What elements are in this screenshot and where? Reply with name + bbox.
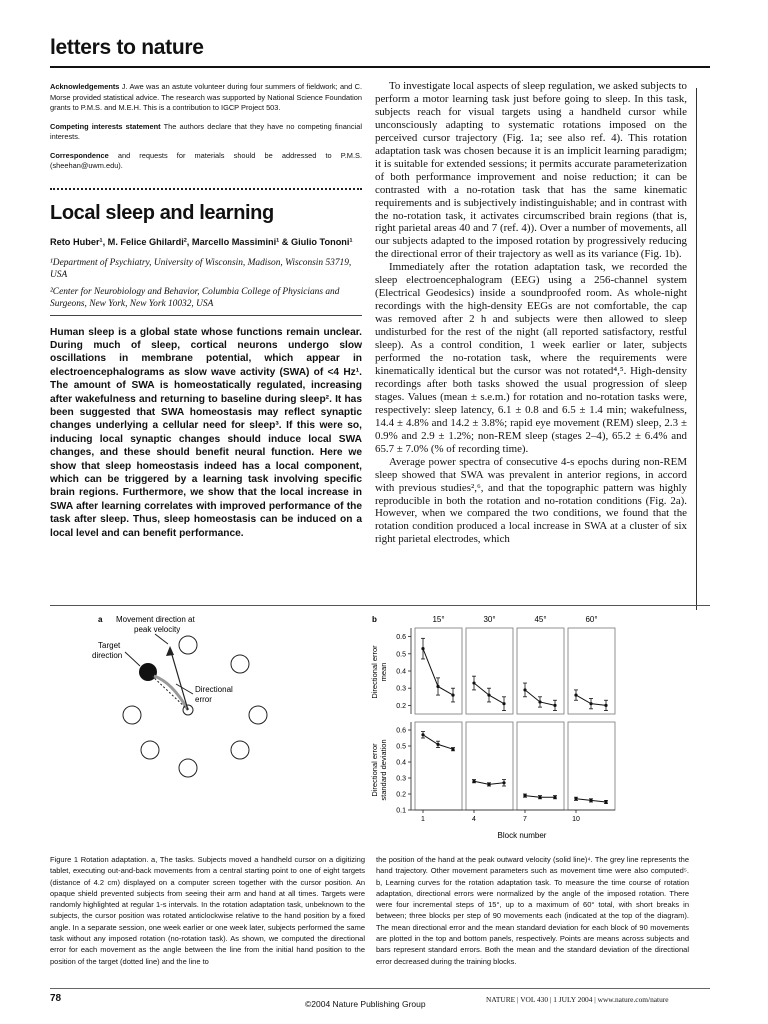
ack-text: J. Awe was an astute volunteer during four summers of fieldwork; and C. Morse provided statistical advice. The research was supported by National Science Foundation grants to P.M.S. and M.E.H. This is a contribution to IGCP Project 503. bbox=[50, 82, 363, 112]
y-tick-label: 0.1 bbox=[396, 807, 406, 815]
article-title: Local sleep and learning bbox=[50, 201, 274, 224]
abstract: Human sleep is a global state whose functions remain unclear. During much of sleep, cortical neurons undergo slow oscillations in membrane potential, which appear in electroencephalograms as slow wave activity (SWA) of <4 Hz¹. The amount of SWA is homeostatically regulated, increasing after wakefulness and returning to baseline during sleep². It has been suggested that SWA homeostasis may reflect synaptic changes underlying a cellular need for sleep³. If this were so, inducing local synaptic changes should induce local SWA changes, and these should benefit neural function. Here we show that sleep homeostasis indeed has a local component, which can be triggered by a learning task involving specific brain regions. Furthermore, we show that the local increase in SWA after learning correlates with improved performance of the task after sleep. Thus, sleep homeostasis can be induced on a local level and can benefit performance. bbox=[50, 326, 362, 539]
data-point bbox=[589, 799, 592, 802]
y-tick-label: 0.5 bbox=[396, 651, 406, 659]
top-ylabel-1: Directional error bbox=[370, 645, 379, 699]
bottom-ylabel-2: standard deviation bbox=[379, 739, 388, 801]
data-point bbox=[604, 800, 607, 803]
abstract-separator bbox=[50, 315, 362, 316]
data-point bbox=[472, 681, 475, 684]
acknowledgements bbox=[50, 82, 362, 114]
data-point bbox=[574, 797, 577, 800]
data-point bbox=[436, 743, 439, 746]
target-label-2: direction bbox=[92, 651, 123, 660]
dotted-separator bbox=[50, 188, 362, 190]
data-point bbox=[523, 688, 526, 691]
panel-a-title-2: peak velocity bbox=[134, 625, 181, 634]
panel-a-title-1: Movement direction at bbox=[116, 615, 195, 624]
page-number: 78 bbox=[50, 993, 62, 1004]
data-point bbox=[574, 693, 577, 696]
header-rule bbox=[50, 66, 710, 68]
target-circle bbox=[179, 636, 197, 654]
authors: Reto Huber¹, M. Felice Ghilardi², Marcello Massimini¹ & Giulio Tononi¹ bbox=[50, 236, 353, 247]
x-tick-label: 1 bbox=[421, 816, 425, 823]
data-point bbox=[421, 647, 424, 650]
figure-panel-b bbox=[365, 610, 640, 840]
corr-label: Correspondence bbox=[50, 150, 109, 160]
right-column bbox=[375, 80, 687, 546]
target-circle bbox=[141, 741, 159, 759]
target-circle bbox=[179, 759, 197, 777]
footer-rule bbox=[50, 988, 710, 989]
data-point bbox=[553, 704, 556, 707]
target-circle bbox=[231, 741, 249, 759]
body-paragraph-3: Average power spectra of consecutive 4-s epochs during non-REM sleep showed that SWA was prevalent in anterior regions, in accord with previous studies²,⁶, and that the topographic pattern was highly reproducible in both the rotation and no-rotation conditions (Fig. 2a). However, when we compared the two conditions, we found that the rotation condition produced a local increase in SWA at a cluster of six right parietal electrodes, which bbox=[375, 455, 687, 546]
ci-label: Competing interests statement bbox=[50, 121, 161, 131]
caption-left: Figure 1 Rotation adaptation. a, The tasks. Subjects moved a handheld cursor on a digitizing tablet, executing out-and-back movements from a central starting point to one of eight targets (distance of 4.2 cm) displayed on a computer screen together with the cursor position. An opaque shield prevented subjects from seeing their arm and hand at all times. Targets were randomly highlighted at regular 1-s intervals. In the rotation adaptation task, unbeknown to the subjects, the cursor position was rotated anticlockwise relative to the hand position by a fixed angle. In a separate session, one week earlier or one week later, subjects performed the same task without any imposed rotation (no-rotation task). As shown, we computed the directional error for each movement as the angle between the line from the initial hand position to the position of the target (dotted line) and the line to bbox=[50, 855, 365, 966]
data-point bbox=[538, 796, 541, 799]
error-label-1: Directional bbox=[195, 685, 233, 694]
bottom-ylabel-1: Directional error bbox=[370, 743, 379, 797]
body-paragraph-1: To investigate local aspects of sleep regulation, we asked subjects to perform a motor learning task just before going to sleep. In this task, subjects reach for visual targets using a handheld cursor while unconsciously adapting to systematic rotations imposed on the perceived cursor trajectory (Fig. 1a; see also ref. 4). This rotation adaptation task was chosen because it is an implicit learning paradigm; it is suitable for extended sessions; it permits accurate parameterization of both performance improvement and noise reduction; it can be contrasted with a no-rotation task that has the same kinematic requirements and is subjectively indistinguishable; and in contrast with the no-rotation task, it activates circumscribed brain regions (that is, right parietal areas 40 and 7 (ref. 4)). Over a number of movements, all our subjects adapted to the imposed rotation by progressively reducing the directional error of their trajectory as well as its variance (Fig. 1b). bbox=[375, 80, 687, 261]
column-rule bbox=[696, 88, 697, 610]
data-point bbox=[589, 702, 592, 705]
angle-label: 45° bbox=[534, 615, 547, 624]
data-point bbox=[436, 685, 439, 688]
y-tick-label: 0.2 bbox=[396, 702, 406, 710]
step-box bbox=[466, 628, 513, 714]
left-column bbox=[50, 82, 362, 540]
affiliation-1: ¹Department of Psychiatry, University of Wisconsin, Madison, Wisconsin 53719, USA bbox=[50, 257, 352, 280]
step-box bbox=[466, 722, 513, 810]
figure-top-rule bbox=[50, 605, 710, 606]
x-axis-label: Block number bbox=[497, 831, 547, 840]
ci-text: The authors declare that they have no competing financial interests. bbox=[50, 121, 363, 141]
step-box bbox=[415, 628, 462, 714]
target-circle bbox=[231, 655, 249, 673]
section-header: letters to nature bbox=[50, 36, 204, 59]
affiliation-2: ²Center for Neurobiology and Behavior, Columbia College of Physicians and Surgeons, New York, New York 10032, USA bbox=[50, 286, 340, 309]
data-point bbox=[451, 748, 454, 751]
y-tick-label: 0.3 bbox=[396, 685, 406, 693]
x-tick-label: 7 bbox=[523, 816, 527, 823]
data-point bbox=[451, 693, 454, 696]
y-tick-label: 0.2 bbox=[396, 791, 406, 799]
panel-a-label: a bbox=[98, 615, 103, 624]
arrowhead-icon bbox=[166, 646, 174, 656]
publisher-line: ©2004 Nature Publishing Group bbox=[305, 999, 426, 1009]
corr-text: and requests for materials should be addressed to P.M.S. (sheehan@uwm.edu). bbox=[50, 150, 362, 170]
angle-label: 60° bbox=[585, 615, 598, 624]
competing-interests bbox=[50, 122, 362, 143]
data-point bbox=[487, 693, 490, 696]
target-pointer bbox=[125, 652, 140, 666]
data-point bbox=[604, 704, 607, 707]
x-tick-label: 10 bbox=[572, 816, 580, 823]
movement-direction-line bbox=[170, 648, 188, 710]
data-point bbox=[538, 700, 541, 703]
data-point bbox=[472, 780, 475, 783]
error-pointer bbox=[176, 684, 193, 694]
data-point bbox=[421, 733, 424, 736]
velocity-pointer bbox=[155, 634, 168, 644]
y-tick-label: 0.6 bbox=[396, 634, 406, 642]
step-box bbox=[568, 628, 615, 714]
data-point bbox=[487, 783, 490, 786]
highlighted-target bbox=[139, 663, 157, 681]
step-box bbox=[568, 722, 615, 810]
data-point bbox=[523, 794, 526, 797]
data-point bbox=[502, 781, 505, 784]
angle-label: 15° bbox=[432, 615, 445, 624]
error-label-2: error bbox=[195, 695, 212, 704]
figure-panel-a bbox=[80, 610, 350, 850]
correspondence bbox=[50, 151, 362, 172]
journal-line: NATURE | VOL 430 | 1 JULY 2004 | www.nature.com/nature bbox=[486, 995, 669, 1004]
caption-right: the position of the hand at the peak outward velocity (solid line)⁴. The grey line represents the hand trajectory. Other movement parameters such as movement time were also computed⁵. b, Learning curves for the rotation adaptation task. To measure the time course of rotation adaptation, directional errors were normalized by the angle of the imposed rotation. There were four incremental steps of 15°, up to a maximum of 60° total, with short breaks in between; three blocks per step of 90 movements each (indicated at the top of the diagram). The mean directional error and the mean standard deviation for each block of 90 movements are plotted in the top and bottom panels, respectively. Points are means across subjects and bars represent standard errors. Both the mean and the standard deviation of the directional error decreased during the training blocks. bbox=[376, 855, 689, 966]
y-tick-label: 0.5 bbox=[396, 743, 406, 751]
y-tick-label: 0.4 bbox=[396, 668, 406, 676]
target-circle bbox=[123, 706, 141, 724]
target-circle bbox=[249, 706, 267, 724]
data-point bbox=[502, 702, 505, 705]
body-paragraph-2: Immediately after the rotation adaptation task, we recorded the sleep electroencephalogram (EEG) using a 256-channel system (Electrical Geodesics) inside a soundproofed room. As whole-night recordings with the high-density EEGs are not comfortable, the cap was removed after 2 h and subjects were then allowed to sleep undisturbed for the rest of the night (all reported satisfactory, restful sleep). As a control condition, 1 week earlier or later, subjects performed the no-rotation task, where the requirements were kinematically identical but the cursor was not rotated⁴,⁵. High-density recordings after both tasks showed the usual progression of sleep stages. Values (mean ± s.e.m.) for rotation and no-rotation tasks were, respectively: sleep latency, 6.1 ± 0.8 and 6.5 ± 1.4 min; wakefulness, 14.4 ± 4.8% and 14.2 ± 3.8%; rapid eye movement (REM) sleep, 2.3 ± 0.9% and 2.9 ± 1.2%; non-REM sleep (stages 2–4), 65.2 ± 6.4% and 65.7 ± 7.0% (% of recording time). bbox=[375, 261, 687, 455]
target-label-1: Target bbox=[98, 641, 121, 650]
data-point bbox=[553, 796, 556, 799]
x-tick-label: 4 bbox=[472, 816, 476, 823]
panel-b-label: b bbox=[372, 615, 377, 624]
angle-label: 30° bbox=[483, 615, 496, 624]
top-ylabel-2: mean bbox=[379, 662, 388, 682]
y-tick-label: 0.3 bbox=[396, 775, 406, 783]
ack-label: Acknowledgements bbox=[50, 82, 120, 91]
y-tick-label: 0.4 bbox=[396, 759, 406, 767]
target-circles bbox=[123, 636, 267, 777]
y-tick-label: 0.6 bbox=[396, 727, 406, 735]
